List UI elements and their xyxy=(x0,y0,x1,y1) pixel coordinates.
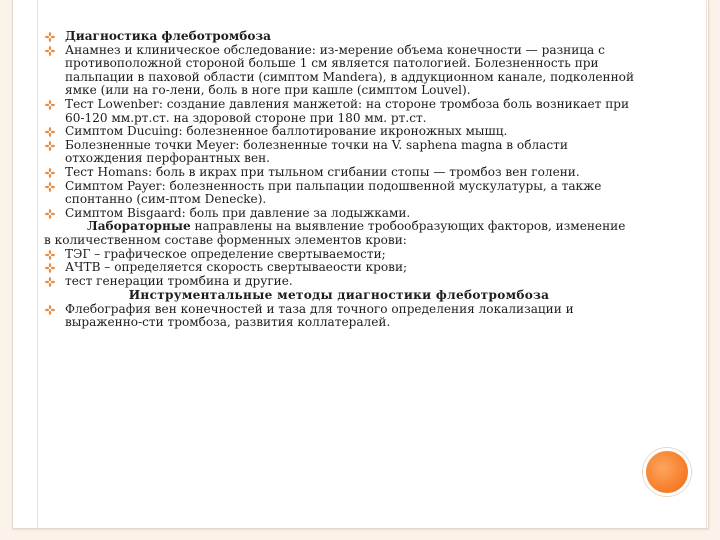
list-item xyxy=(44,275,634,289)
list-item xyxy=(44,166,634,180)
fleuron-bullet-icon xyxy=(44,262,56,274)
list-item xyxy=(44,261,634,275)
lab-list xyxy=(44,248,634,289)
fleuron-bullet-icon xyxy=(44,126,56,138)
main-list xyxy=(44,30,634,220)
list-item-text: Симптом Bisgaard: боль при давление за лодыжками. xyxy=(65,205,411,220)
list-item-text: Тест Lowenber: создание давления манжетой: на стороне тромбоза боль возникает при 60-120 мм.рт.ст. на здоровой стороне при 180 мм. рт.ст. xyxy=(65,96,630,125)
fleuron-bullet-icon xyxy=(44,45,56,57)
list-item-text: АЧТВ – определяется скорость свертываеости крови; xyxy=(65,260,408,275)
list-item-text: Тест Homans: боль в икрах при тыльном сгибании стопы — тромбоз вен голени. xyxy=(65,164,580,179)
slide-content xyxy=(44,30,634,330)
list-item-text: тест генерации тромбина и другие. xyxy=(65,273,293,288)
fleuron-bullet-icon xyxy=(44,208,56,220)
list-item xyxy=(44,44,634,98)
lab-paragraph xyxy=(44,220,634,247)
decorative-orange-circle xyxy=(643,448,691,496)
frame-inner-line-left xyxy=(37,0,38,528)
fleuron-bullet-icon xyxy=(44,99,56,111)
fleuron-bullet-icon xyxy=(44,167,56,179)
lab-paragraph-bold: Лабораторные xyxy=(87,219,191,234)
list-item xyxy=(44,180,634,207)
list-item-text: Флебография вен конечностей и таза для точного определения локализации и выраженно-сти тромбоза, развития коллатералей. xyxy=(65,301,574,330)
list-item xyxy=(44,30,634,44)
list-item-text: ТЭГ – графическое определение свертываемости; xyxy=(65,246,386,261)
lab-paragraph-text: направлены на выявление тробообразующих факторов, изменение в количественном составе форменных элементов крови: xyxy=(44,219,626,247)
fleuron-bullet-icon xyxy=(44,276,56,288)
fleuron-bullet-icon xyxy=(44,31,56,43)
fleuron-bullet-icon xyxy=(44,181,56,193)
frame-inner-line-right xyxy=(706,0,707,528)
list-item xyxy=(44,207,634,221)
list-item xyxy=(44,125,634,139)
list-item-text: Симптом Ducuing: болезненное баллотирование икроножных мышц. xyxy=(65,124,508,139)
list-item-text: Диагностика флеботромбоза xyxy=(65,29,271,43)
fleuron-bullet-icon xyxy=(44,249,56,261)
list-item xyxy=(44,98,634,125)
instr-heading: Инструментальные методы диагностики флеботромбоза xyxy=(128,288,550,303)
list-item xyxy=(44,248,634,262)
list-item xyxy=(44,303,634,330)
instr-list xyxy=(44,303,634,330)
fleuron-bullet-icon xyxy=(44,304,56,316)
list-item-text: Симптом Payer: болезненность при пальпации подошвенной мускулатуры, а также спонтанно (сим-птом Denecke). xyxy=(65,178,602,207)
list-item xyxy=(44,139,634,166)
list-item-text: Анамнез и клиническое обследование: из-мерение объема конечности — разница с противоположной стороной больше 1 см является патологией. Болезненность при пальпации в паховой области (симптом Mandera), в аддукционном канале, подколенной ямке (или на го-лени, боль в ноге при кашле (симптом Louvel). xyxy=(65,42,635,98)
list-item-text: Болезненные точки Meyer: болезненные точки на V. saphena magna в области отхождения перфорантных вен. xyxy=(65,137,568,166)
fleuron-bullet-icon xyxy=(44,140,56,152)
